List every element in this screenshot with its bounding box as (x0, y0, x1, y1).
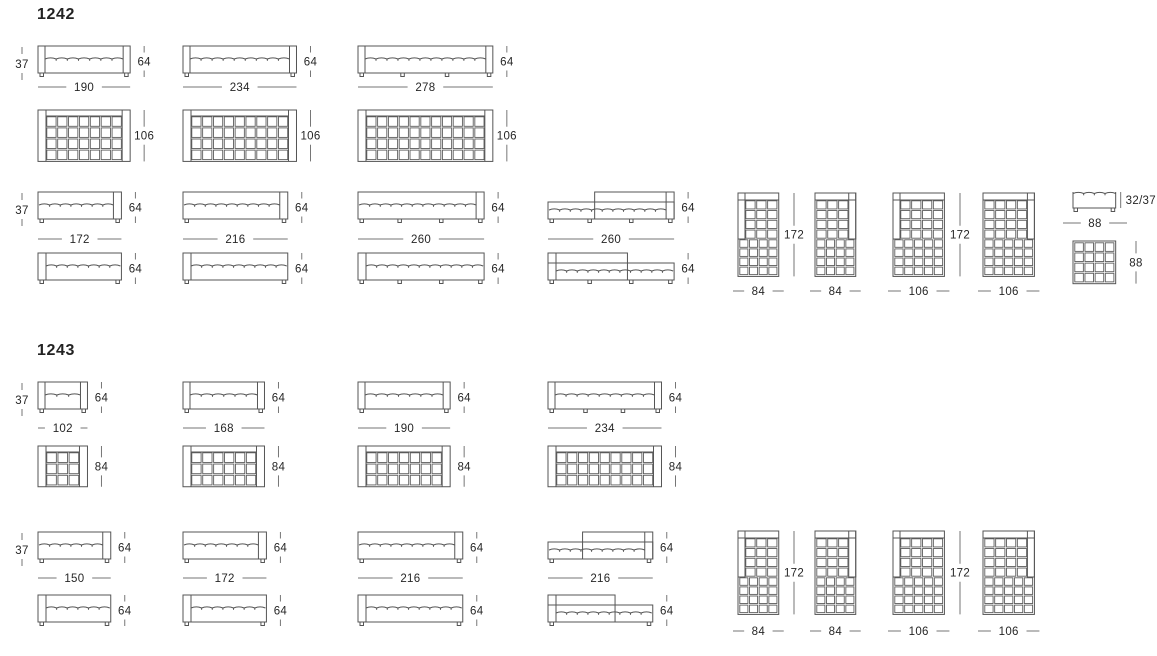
dim-label: 64 (470, 542, 484, 555)
dim-label: 64 (128, 263, 143, 276)
dim-label: 64 (137, 56, 151, 69)
sofa-front-view (183, 595, 287, 626)
dim-label: 172 (69, 234, 90, 246)
sofa-front-view (183, 253, 309, 284)
dim-label: 88 (1129, 257, 1143, 270)
dim-label: 150 (64, 573, 85, 585)
sofa-top-view (38, 110, 154, 161)
dim-label: 64 (273, 605, 288, 618)
dim-label: 190 (394, 423, 415, 435)
dim-label: 64 (128, 202, 143, 215)
dim-label: 64 (470, 605, 484, 618)
dim-label: 172 (949, 567, 971, 580)
dim-label: 84 (668, 461, 683, 474)
sofa-top-view (548, 446, 682, 487)
dim-label: 260 (411, 234, 432, 246)
section-title-1242: 1242 (37, 6, 75, 23)
chaise-top-view (810, 531, 861, 638)
section-title-1243: 1243 (37, 342, 75, 359)
dim-label: 64 (491, 263, 505, 276)
dim-label: 172 (214, 573, 235, 585)
pouf-views (1063, 192, 1156, 284)
sofa-front-view (183, 192, 309, 246)
dim-label: 64 (295, 202, 309, 215)
sofa-front-view (183, 382, 285, 435)
dim-label: 64 (295, 263, 309, 276)
chaise-top-view (888, 531, 970, 638)
sofa-top-view (183, 110, 321, 161)
dim-label: 64 (491, 202, 505, 215)
chaise-top-view (978, 531, 1039, 638)
dim-label: 260 (601, 234, 622, 246)
dim-label: 84 (751, 626, 766, 638)
dim-label: 64 (273, 542, 288, 555)
chaise-top-view (888, 193, 970, 298)
dim-label: 37 (15, 59, 29, 71)
dim-label: 88 (1088, 218, 1102, 230)
sofa-front-view (358, 192, 505, 246)
sofa-front-view (548, 382, 682, 435)
dim-label: 32/37 (1125, 195, 1156, 207)
dim-label: 106 (134, 130, 155, 143)
dim-label: 172 (783, 567, 805, 580)
dim-label: 64 (118, 605, 132, 618)
chaise-top-view (810, 193, 861, 298)
sofa-top-view (358, 110, 517, 161)
dim-label: 64 (303, 56, 318, 69)
dim-label: 64 (681, 263, 695, 276)
dim-label: 37 (15, 545, 29, 557)
dim-label: 216 (400, 573, 421, 585)
sofa-front-view (548, 253, 695, 284)
dim-label: 84 (457, 461, 471, 474)
dim-label: 84 (828, 626, 843, 638)
dim-label: 64 (457, 392, 471, 405)
dim-label: 106 (496, 130, 517, 143)
dim-label: 216 (590, 573, 611, 585)
dim-label: 64 (118, 542, 132, 555)
sofa-front-view (358, 382, 471, 435)
sofa-front-view (15, 192, 142, 246)
sofa-front-view (38, 595, 132, 626)
dim-label: 64 (94, 392, 109, 405)
dim-label: 234 (594, 423, 615, 435)
dim-label: 84 (94, 461, 109, 474)
dim-label: 106 (908, 286, 929, 298)
sofa-front-view (15, 382, 108, 435)
chaise-top-view (733, 193, 804, 298)
sofa-front-view (358, 46, 514, 94)
dim-label: 106 (300, 130, 321, 143)
sofa-front-view (548, 192, 695, 246)
dim-label: 172 (949, 229, 971, 242)
sofa-top-view (358, 446, 471, 487)
dim-label: 64 (500, 56, 514, 69)
dim-label: 106 (998, 286, 1019, 298)
dim-label: 216 (225, 234, 246, 246)
sofa-top-view (183, 446, 285, 487)
dim-label: 234 (229, 82, 250, 94)
sofa-front-view (15, 46, 151, 94)
dim-label: 278 (415, 82, 436, 94)
dim-label: 84 (271, 461, 286, 474)
sofa-front-view (38, 253, 142, 284)
chaise-top-view (978, 193, 1039, 298)
chaise-top-view (733, 531, 804, 638)
sofa-front-view (358, 595, 484, 626)
sofa-front-view (183, 532, 287, 585)
dim-label: 106 (998, 626, 1019, 638)
dim-label: 84 (751, 286, 766, 298)
dim-label: 168 (213, 423, 234, 435)
dim-label: 102 (52, 423, 73, 435)
dim-label: 190 (74, 82, 95, 94)
sofa-front-view (358, 532, 484, 585)
sofa-front-view (548, 532, 674, 585)
sofa-front-view (183, 46, 317, 94)
dim-label: 172 (783, 229, 805, 242)
dim-label: 64 (668, 392, 683, 405)
dim-label: 64 (660, 605, 674, 618)
dim-label: 37 (15, 205, 29, 217)
sofa-front-view (548, 595, 674, 626)
dim-label: 84 (828, 286, 843, 298)
dim-label: 64 (271, 392, 286, 405)
sofa-front-view (358, 253, 505, 284)
sofa-top-view (38, 446, 108, 487)
dim-label: 106 (908, 626, 929, 638)
dim-label: 64 (681, 202, 695, 215)
dim-label: 64 (660, 542, 674, 555)
dim-label: 37 (15, 395, 29, 407)
sofa-front-view (15, 532, 131, 585)
